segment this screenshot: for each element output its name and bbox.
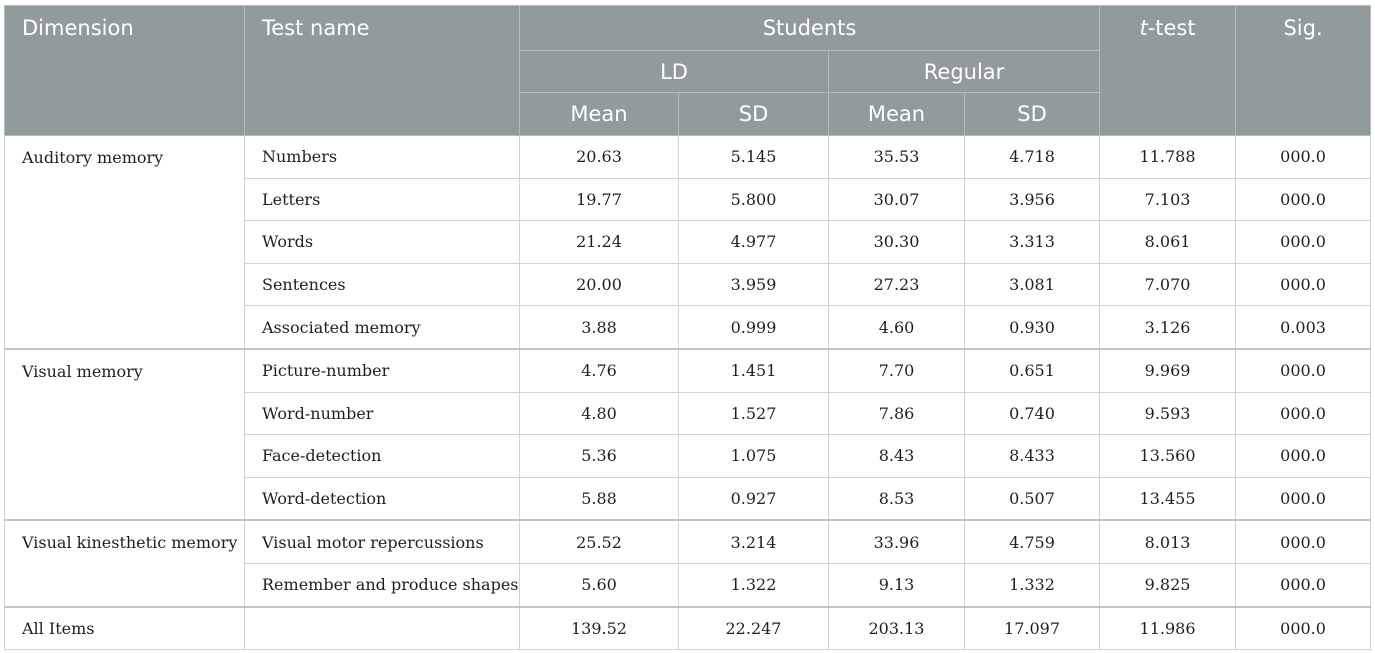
regular-sd-cell: 17.097 <box>965 607 1100 650</box>
t-test-cell: 11.986 <box>1100 607 1236 650</box>
ld-sd-cell: 3.214 <box>679 520 829 563</box>
t-test-cell: 9.969 <box>1100 349 1236 392</box>
sig-cell: 000.0 <box>1236 136 1371 179</box>
sig-cell: 000.0 <box>1236 392 1371 435</box>
test-name-cell: Picture-number <box>245 349 520 392</box>
regular-mean-cell: 9.13 <box>829 563 965 606</box>
t-test-cell: 7.103 <box>1100 178 1236 221</box>
sig-cell: 000.0 <box>1236 563 1371 606</box>
regular-mean-cell: 7.86 <box>829 392 965 435</box>
sig-cell: 000.0 <box>1236 349 1371 392</box>
ld-mean-cell: 5.88 <box>520 477 679 520</box>
t-test-cell: 13.560 <box>1100 435 1236 478</box>
test-name-cell: Remember and produce shapes <box>245 563 520 606</box>
sig-cell: 000.0 <box>1236 178 1371 221</box>
t-test-cell: 11.788 <box>1100 136 1236 179</box>
test-name-cell: Associated memory <box>245 306 520 349</box>
test-name-cell: Words <box>245 221 520 264</box>
header-regular-sd: SD <box>965 93 1100 136</box>
sig-cell: 000.0 <box>1236 477 1371 520</box>
regular-mean-cell: 203.13 <box>829 607 965 650</box>
test-name-cell: Letters <box>245 178 520 221</box>
regular-sd-cell: 8.433 <box>965 435 1100 478</box>
test-name-cell: Word-detection <box>245 477 520 520</box>
header-ld: LD <box>520 51 829 93</box>
ld-mean-cell: 4.76 <box>520 349 679 392</box>
regular-mean-cell: 27.23 <box>829 263 965 306</box>
ld-mean-cell: 139.52 <box>520 607 679 650</box>
regular-sd-cell: 1.332 <box>965 563 1100 606</box>
regular-mean-cell: 33.96 <box>829 520 965 563</box>
ld-mean-cell: 3.88 <box>520 306 679 349</box>
sig-cell: 000.0 <box>1236 263 1371 306</box>
table-row <box>5 136 1371 179</box>
ld-mean-cell: 20.63 <box>520 136 679 179</box>
test-name-cell: Numbers <box>245 136 520 179</box>
table-row <box>5 349 1371 392</box>
ld-sd-cell: 1.075 <box>679 435 829 478</box>
ld-sd-cell: 22.247 <box>679 607 829 650</box>
ld-sd-cell: 0.927 <box>679 477 829 520</box>
table-header <box>5 6 1371 136</box>
results-table-container <box>4 5 1371 650</box>
regular-sd-cell: 4.759 <box>965 520 1100 563</box>
sig-cell: 000.0 <box>1236 435 1371 478</box>
t-test-cell: 9.825 <box>1100 563 1236 606</box>
test-name-cell <box>245 607 520 650</box>
memory-test-results-table <box>4 5 1371 650</box>
ld-sd-cell: 0.999 <box>679 306 829 349</box>
t-test-cell: 3.126 <box>1100 306 1236 349</box>
header-students: Students <box>520 6 1100 51</box>
ld-sd-cell: 5.145 <box>679 136 829 179</box>
table-row <box>5 520 1371 563</box>
regular-mean-cell: 30.30 <box>829 221 965 264</box>
test-name-cell: Face-detection <box>245 435 520 478</box>
ld-mean-cell: 5.60 <box>520 563 679 606</box>
t-test-cell: 8.013 <box>1100 520 1236 563</box>
table-body <box>5 136 1371 650</box>
test-name-cell: Visual motor repercussions <box>245 520 520 563</box>
ld-sd-cell: 3.959 <box>679 263 829 306</box>
dimension-cell: Visual kinesthetic memory <box>5 520 245 606</box>
sig-cell: 000.0 <box>1236 607 1371 650</box>
ld-mean-cell: 5.36 <box>520 435 679 478</box>
ld-sd-cell: 1.322 <box>679 563 829 606</box>
dimension-cell: Visual memory <box>5 349 245 520</box>
dimension-cell: Auditory memory <box>5 136 245 349</box>
sig-cell: 0.003 <box>1236 306 1371 349</box>
t-test-cell: 8.061 <box>1100 221 1236 264</box>
header-dimension: Dimension <box>5 6 245 136</box>
t-test-cell: 9.593 <box>1100 392 1236 435</box>
sig-cell: 000.0 <box>1236 221 1371 264</box>
regular-sd-cell: 3.313 <box>965 221 1100 264</box>
header-test-name: Test name <box>245 6 520 136</box>
header-ld-mean: Mean <box>520 93 679 136</box>
regular-mean-cell: 4.60 <box>829 306 965 349</box>
regular-mean-cell: 8.43 <box>829 435 965 478</box>
header-regular: Regular <box>829 51 1100 93</box>
regular-sd-cell: 0.930 <box>965 306 1100 349</box>
header-ld-sd: SD <box>679 93 829 136</box>
dimension-cell: All Items <box>5 607 245 650</box>
ld-sd-cell: 1.527 <box>679 392 829 435</box>
header-sig: Sig. <box>1236 6 1371 136</box>
regular-sd-cell: 3.081 <box>965 263 1100 306</box>
regular-sd-cell: 0.740 <box>965 392 1100 435</box>
test-name-cell: Word-number <box>245 392 520 435</box>
regular-mean-cell: 30.07 <box>829 178 965 221</box>
regular-sd-cell: 0.507 <box>965 477 1100 520</box>
regular-mean-cell: 7.70 <box>829 349 965 392</box>
ld-mean-cell: 19.77 <box>520 178 679 221</box>
test-name-cell: Sentences <box>245 263 520 306</box>
header-regular-mean: Mean <box>829 93 965 136</box>
header-t-test <box>1100 6 1236 136</box>
header-t-suffix: -test <box>1147 16 1196 40</box>
ld-mean-cell: 4.80 <box>520 392 679 435</box>
ld-sd-cell: 1.451 <box>679 349 829 392</box>
ld-mean-cell: 21.24 <box>520 221 679 264</box>
regular-sd-cell: 0.651 <box>965 349 1100 392</box>
regular-sd-cell: 4.718 <box>965 136 1100 179</box>
header-t-italic: t <box>1139 16 1148 40</box>
regular-mean-cell: 8.53 <box>829 477 965 520</box>
regular-sd-cell: 3.956 <box>965 178 1100 221</box>
ld-sd-cell: 4.977 <box>679 221 829 264</box>
ld-sd-cell: 5.800 <box>679 178 829 221</box>
t-test-cell: 7.070 <box>1100 263 1236 306</box>
sig-cell: 000.0 <box>1236 520 1371 563</box>
total-row <box>5 607 1371 650</box>
t-test-cell: 13.455 <box>1100 477 1236 520</box>
regular-mean-cell: 35.53 <box>829 136 965 179</box>
ld-mean-cell: 20.00 <box>520 263 679 306</box>
ld-mean-cell: 25.52 <box>520 520 679 563</box>
